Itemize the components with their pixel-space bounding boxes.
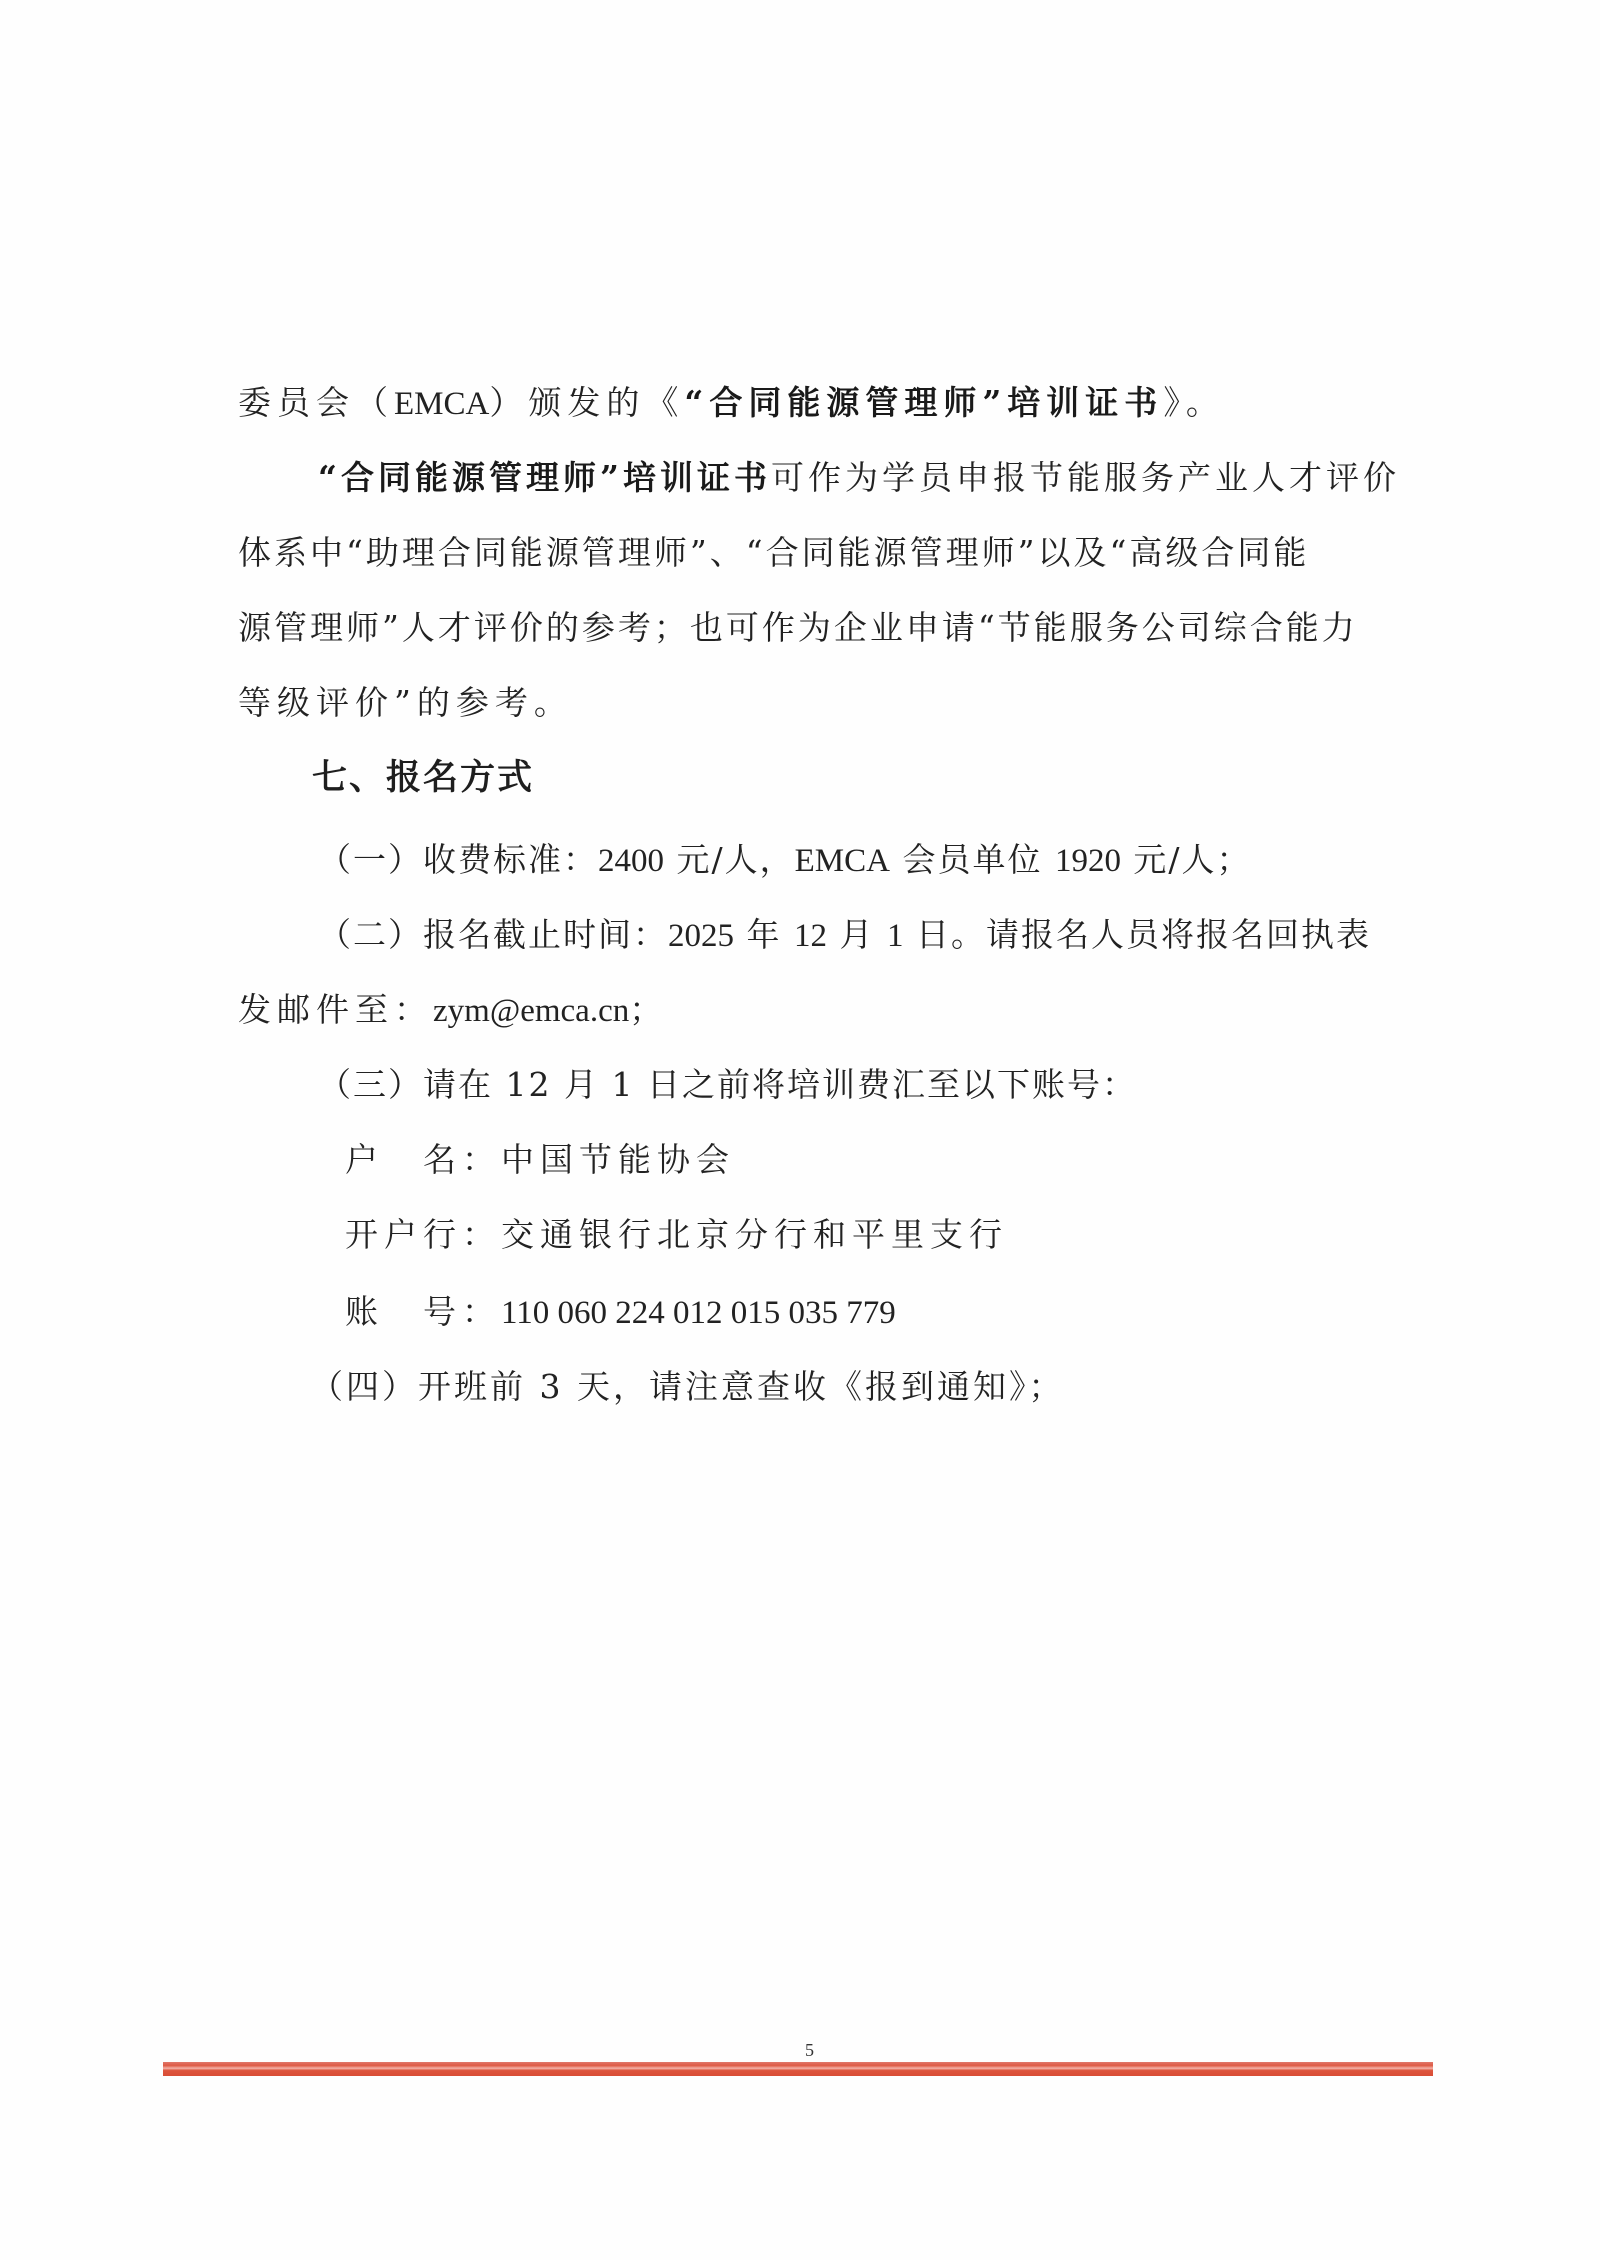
account-number: 110 060 224 012 015 035 779 [501,1295,896,1331]
fee-label: （一）收费标准： [318,840,598,879]
account-name: 中国节能协会 [501,1140,735,1179]
member-text: 会员单位 [889,840,1055,879]
fee-standard-line [318,840,1252,881]
text: ）颁发的《 [489,383,685,422]
certificate-name: “合同能源管理师”培训证书 [684,383,1164,422]
email-line [238,990,668,1031]
text: 》。 [1163,383,1225,422]
bank-line [345,1215,1008,1255]
deadline-month: 12 [793,918,827,954]
email-link[interactable]: zym@emca.cn [433,993,630,1029]
paragraph-line: 源管理师”人才评价的参考；也可作为企业申请“节能服务公司综合能力 [238,608,1358,647]
text: 可作为学员申报节能服务产业人才评价 [770,458,1400,497]
org-abbrev: EMCA [394,386,490,422]
deadline-line [318,915,1371,956]
deadline-day: 1 [886,918,904,954]
account-number-line [345,1292,896,1333]
member-price: 1920 [1054,843,1121,879]
paragraph-line-certificate-use [318,458,1400,498]
certificate-name: “合同能源管理师”培训证书 [318,458,771,497]
deadline-year: 2025 [668,918,734,954]
unit: 月 [826,915,887,954]
org-abbrev: EMCA [794,843,890,879]
bank-name: 交通银行北京分行和平里支行 [501,1215,1008,1254]
deadline-label: （二）报名截止时间： [318,915,668,954]
unit: 年 [734,915,794,954]
section-heading: 七、报名方式 [312,758,535,798]
payment-instruction: （三）请在 12 月 1 日之前将培训费汇至以下账号： [318,1065,1137,1104]
bank-label: 开户行： [345,1215,501,1254]
account-number-label: 账 号： [345,1292,501,1331]
text: 委员会（ [238,383,394,422]
text: ； [629,990,669,1029]
unit: 元/人； [1120,840,1252,879]
paragraph-line-certificate-issuer [238,383,1225,424]
text: 日。请报名人员将报名回执表 [903,915,1371,954]
footer-red-rule [163,2062,1433,2076]
paragraph-line: 等级评价”的参考。 [238,683,573,722]
arrival-notice-line: （四）开班前 3 天，请注意查收《报到通知》； [310,1367,1065,1406]
page-number: 5 [805,2040,814,2060]
unit: 元/人， [664,840,795,879]
standard-price: 2400 [598,843,664,879]
text: 发邮件至： [238,990,433,1029]
account-name-line [345,1140,735,1180]
paragraph-line: 体系中“助理合同能源管理师”、“合同能源管理师”以及“高级合同能 [238,533,1310,572]
account-name-label: 户 名： [345,1140,501,1179]
